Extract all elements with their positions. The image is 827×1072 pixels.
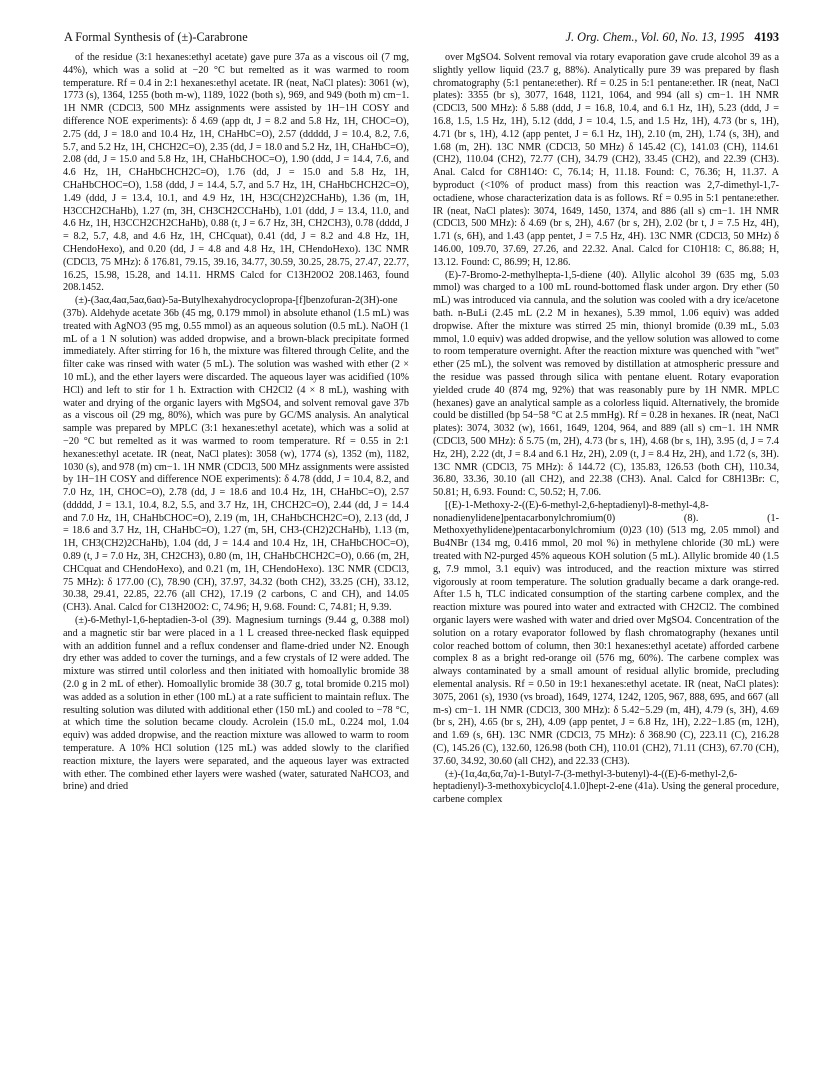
paragraph: [(E)-1-Methoxy-2-((E)-6-methyl-2,6-heptadienyl)-8-methyl-4,8-nonadienylidene]pentacarbonylchromium(0) (8). (1-Methoxyethylidene)pentacarbonylchromium (0)23 (10) (513 mg, 2.05 mmol) and Bu4NBr (134 mg, 0.416 mmol, 20 mol %) in methylene chloride (30 mL) were treated with N2-purged 45% aqueous KOH solution (5 mL). Allylic bromide 40 (1.5 g, 7.9 mmol, 3.1 equiv) was introduced, and the reaction mixture was stirred vigorously at room temperature. The solution gradually became a dark orange-red. After 1.5 h, TLC indicated consumption of the starting carbene complex, and the reaction mixture was poured into water and extracted with CH2Cl2. The combined organic layers were washed with water and dried over MgSO4. Concentration of the solution on a rotary evaporator followed by flash chromatography (hexanes until color reached bottom of column, then 30:1 hexanes:ethyl acetate) afforded carbene complex 8 as a bright red-orange oil (576 mg, 60%). The carbene complex was always contaminated by a small amount of residual allylic bromide, precluding elemental analysis. Rf = 0.50 in 19:1 hexanes:ethyl acetate. IR (neat, NaCl plates): 3075, 2061 (s), 1930 (vs broad), 1649, 1274, 1242, 1205, 967, 888, 695, and 667 (all m-s) cm−1. 1H NMR (CDCl3, 300 MHz): δ 5.42−5.29 (m, 4H), 4.79 (s, 3H), 4.69 (br s, 2H), 4.65 (br s, 2H), 4.09 (app pentet, J = 6.8 Hz, 1H), 2.22−1.85 (m, 12H), and 1.69 (s, 6H). 13C NMR (CDCl3, 75 MHz): δ 368.90 (C), 223.11 (C), 216.28 (C), 145.26 (C), 132.60, 126.98 (both CH), 110.01 (CH2), 71.11 (CH3), 67.70 (CH), 37.60, 34.92, 30.60 (all CH2), and 22.33 (CH3). [433,499,779,767]
paragraph: (E)-7-Bromo-2-methylhepta-1,5-diene (40). Allylic alcohol 39 (635 mg, 5.03 mmol) was charged to a 100 mL round-bottomed flask under argon. Dry ether (50 mL) was introduced via cannula, and the solution was cooled with a dry ice/acetone bath. n-BuLi (2.45 mL (2.2 M in hexanes), 5.39 mmol, 1.06 equiv) was added dropwise. After the mixture was stirred 25 min, thionyl bromide (0.39 mL, 5.03 mmol, 1.0 equiv) was added dropwise, and the yellow solution was allowed to come to room temperature overnight. After the reaction mixture was quenched with "wet" ether (25 mL), the solvent was removed by distillation at atmospheric pressure and the residue was passed through silica with pentane eluent. Rotary evaporation yielded crude 40 (874 mg, 92%) that was reasonably pure by 1H NMR. MPLC (hexanes) gave an analytical sample as a colorless liquid. Alternatively, the bromide could be distilled (bp 54−58 °C at 2.5 mmHg). Rf = 0.28 in hexanes. IR (neat, NaCl plates): 3074, 3032 (w), 1661, 1649, 1204, 964, and 889 (all s) cm−1. 1H NMR (CDCl3, 500 MHz): δ 5.75 (m, 2H), 4.73 (br s, 1H), 4.68 (br s, 1H), 3.95 (d, J = 7.4 Hz, 2H), 2.22 (dt, J = 8.4 and 6.1 Hz, 2H), 2.09 (t, J = 8.4 Hz, 2H), and 1.72 (s, 3H). 13C NMR (CDCl3, 75 MHz): δ 144.72 (C), 135.83, 126.53 (both CH), 110.34, 36.80, 33.36, 30.10 (all CH2), and 22.38 (CH3). Anal. Calcd for C8H13Br: C, 50.81; H, 6.93. Found: C, 50.52; H, 7.06. [433,269,779,499]
paragraph: over MgSO4. Solvent removal via rotary evaporation gave crude alcohol 39 as a slightly yellow liquid (23.7 g, 88%). Analytically pure 39 was prepared by flash chromatography (5:1 pentane:ether). Rf = 0.25 in 5:1 pentane:ether. IR (neat, NaCl plates): 3355 (br s), 3077, 1648, 1121, 1064, and 994 (all s) cm−1. 1H NMR (CDCl3, 500 MHz): δ 5.88 (ddd, J = 16.8, 10.4, and 6.1 Hz, 1H), 5.23 (ddd, J = 16.8, 1.5, 1.5 Hz, 1H), 5.12 (ddd, J = 10.4, 1.5, and 1.5 Hz, 1H), 4.73 (br s, 1H), 4.71 (br s, 1H), 4.12 (app pentet, J = 6.1 Hz, 1H), 2.10 (m, 2H), 1.74 (s, 3H), and 1.68 (m, 2H). 13C NMR (CDCl3, 50 MHz) δ 145.42 (C), 141.03 (CH), 114.61 (CH2), 110.04 (CH2), 72.77 (CH), 34.79 (CH2), 33.45 (CH2), and 22.39 (CH3). Anal. Calcd for C8H14O: C, 76.14; H, 11.18. Found: C, 76.36; H, 11.37. A byproduct (<10% of product mass) from this reaction was 2,7-dimethyl-1,7-octadiene, whose characterization data is as follows. Rf = 0.95 in 5:1 pentane:ether. IR (neat, NaCl plates): 3074, 1649, 1450, 1374, and 886 (all s) cm−1. 1H NMR (CDCl3, 500 MHz): δ 4.69 (br s, 2H), 4.67 (br s, 2H), 2.02 (br t, J = 7.5 Hz, 4H), 1.71 (s, 6H), and 1.43 (app pentet, J = 7.5 Hz, 4H). 13C NMR (CDCl3, 50 MHz) δ 146.00, 109.70, 37.69, 27.26, and 22.32. Anal. Calcd for C10H18: C, 86.88; H, 13.12. Found: C, 86.99; H, 12.86. [433,52,779,268]
left-column [63,52,409,794]
running-header [64,30,779,46]
page-number: 4193 [754,30,779,44]
right-column [433,52,779,807]
paragraph: of the residue (3:1 hexanes:ethyl acetate) gave pure 37a as a viscous oil (7 mg, 44%), which was a solid at −20 °C but remelted as it was warmed to room temperature. Rf = 0.4 in 2:1 hexanes:ethyl acetate. IR (neat, NaCl plates): 3061 (w), 1773 (s), 1364, 1255 (both m-w), 1189, 1022 (both s), 969, and 949 (both m) cm−1. 1H NMR (CDCl3, 500 MHz assignments were assisted by 1H−1H COSY and difference NOE experiments): δ 4.69 (app dt, J = 8.2 and 5.8 Hz, 1H, CHOC=O), 2.75 (dd, J = 18.0 and 10.4 Hz, 1H, CHaHbC=O), 2.57 (ddddd, J = 10.4, 8.2, 7.6, 5.7, and 5.2 Hz, 1H, CHCH2C=O), 2.35 (dd, J = 18.0 and 5.2 Hz, 1H, CHaHbC=O), 2.08 (dd, J = 15.0 and 5.8 Hz, 1H, CHaHbCHOC=O), 1.90 (ddd, J = 14.4, 7.6, and 4.6 Hz, 1H, CHaHbCHCH2C=O), 1.76 (dd, J = 15.0 and 5.8 Hz, 1H, CHaHbCHOC=O), 1.58 (ddd, J = 14.4, 5.7, and 5.7 Hz, 1H, CHaHbCHCH2C=O), 1.49 (ddd, J = 13.4, 10.1, and 4.9 Hz, 1H, H3C(CH2)2CHaHb), 1.36 (m, 1H, H3CCH2CHaHb), 1.27 (m, 3H, CH3CH2CCHaHb), 1.01 (ddd, J = 13.4, 11.0, and 4.6 Hz, 1H, H3CCH2CH2CHaHb), 0.88 (t, J = 6.7 Hz, 3H, CH2CH3), 0.78 (dddd, J = 8.2, 5.7, 4.8, and 4.6 Hz, 1H, CHCquat), 0.41 (dd, J = 8.2 and 4.8 Hz, 1H, CHendoHexo), and 0.20 (dd, J = 4.8 and 4.8 Hz, 1H, CHendoHexo). 13C NMR (CDCl3, 75 MHz): δ 176.81, 79.15, 39.16, 34.77, 30.59, 30.25, 28.75, 27.47, 22.77, 16.25, 15.98, 15.28, and 14.11. HRMS Calcd for C13H20O2 208.1463, found 208.1452. [63,52,409,294]
paragraph: (±)-(1α,4α,6α,7α)-1-Butyl-7-(3-methyl-3-butenyl)-4-((E)-6-methyl-2,6-heptadienyl)-3-methoxybicyclo[4.1.0]hept-2-ene (41a). Using the general procedure, carbene complex [433,768,779,806]
journal-name: J. Org. Chem., Vol. 60, No. 13, 1995 [565,30,745,44]
running-title: A Formal Synthesis of (±)-Carabrone [64,30,248,44]
journal-citation [566,30,779,45]
paragraph: (±)-6-Methyl-1,6-heptadien-3-ol (39). Magnesium turnings (9.44 g, 0.388 mol) and a magnetic stir bar were placed in a 1 L creased three-necked flask equipped with an addition funnel and a reflux condenser and flame-dried under N2. Enough dry ether was added to cover the turnings, and a few crystals of I2 were added. The mixture was stirred until colorless and then initiated with homoallylic bromide 38 (2.0 g in 2 mL of ether). Homoallylic bromide 38 (30.7 g, total bromide 0.215 mol) was added as a solution in ether (100 mL) at a rate sufficient to maintain reflux. The resulting solution was diluted with additional ether (150 mL) and cooled to −78 °C, at which time the solution became cloudy. Acrolein (15.0 mL, 0.224 mol, 1.04 equiv) was added dropwise, and the reaction mixture was allowed to warm to room temperature. A 10% HCl solution (125 mL) was added slowly to the clarified reaction mixture, the layers were separated, and the aqueous layer was extracted with ether. The combined ether layers were washed (water, saturated NaHCO3, and brine) and dried [63,615,409,793]
paragraph: (±)-(3aα,4aα,5aα,6aα)-5a-Butylhexahydrocyclopropa-[f]benzofuran-2(3H)-one (37b). Aldehyde acetate 36b (45 mg, 0.179 mmol) in absolute ethanol (1.5 mL) was treated with AgNO3 (95 mg, 0.55 mmol) as an aqueous solution (0.5 mL). NaOH (1 mL of a 1 N solution) was added dropwise, and a brown-black precipitate formed immediately. After stirring for 16 h, the mixture was filtered through Celite, and the filter cake was rinsed with water (5 mL). The solution was washed with ether (2 × 10 mL), and the ether layers were discarded. The aqueous layer was acidified (10% HCl) and left to stir for 1 h. Extraction with CH2Cl2 (4 × 8 mL), washing with water and drying of the organic layers with MgSO4, and solvent removal gave 37b as a viscous oil (29 mg, 80%), which was pure by GC/MS analysis. An analytical sample was prepared by MPLC (3:1 hexanes:ethyl acetate), which was a solid at −20 °C but remelted as it was warmed to room temperature. Rf = 0.55 in 2:1 hexanes:ethyl acetate. IR (neat, NaCl plates): 3058 (w), 1774 (s), 1352 (m), 1182, 1030 (s), and 978 (m) cm−1. 1H NMR (CDCl3, 500 MHz assignments were assisted by 1H−1H COSY and difference NOE experiments): δ 4.78 (ddd, J = 10.4, 8.2, and 7.0 Hz, 1H, CHOC=O), 2.78 (dd, J = 18.6 and 10.4 Hz, 1H, CHaHbC=O), 2.57 (ddddd, J = 13.1, 10.4, 8.2, 5.5, and 3.7 Hz, 1H, CHCH2C=O), 2.44 (dd, J = 14.4 and 7.0 Hz, 1H, CHaHbCHOC=O), 2.19 (m, 1H, CHaHbCHCH2C=O), 2.13 (dd, J = 18.6 and 3.7 Hz, 1H, CHaHbC=O), 1.27 (m, 5H, CH3-(CH2)2CHaHb), 1.13 (m, 1H, CH3(CH2)2CHaHb), 1.04 (dd, J = 14.4 and 10.4 Hz, 1H, CHaHbCHOC=O), 0.89 (t, J = 7.0 Hz, 3H, CH2CH3), 0.80 (m, 1H, CHaHbCHCH2C=O), 0.66 (m, 2H, CHCquat and CHendoHexo), and 0.21 (m, 1H, CHendoHexo). 13C NMR (CDCl3, 75 MHz): δ 177.00 (C), 78.90 (CH), 37.97, 34.32 (both CH2), 33.25 (CH), 33.12, 30.38, 29.41, 22.85, 22.76 (all CH2), 17.19 (2 carbons, C and CH), and 14.05 (CH3). Anal. Calcd for C13H20O2: C, 74.96; H, 9.68. Found: C, 74.81; H, 9.39. [63,295,409,614]
